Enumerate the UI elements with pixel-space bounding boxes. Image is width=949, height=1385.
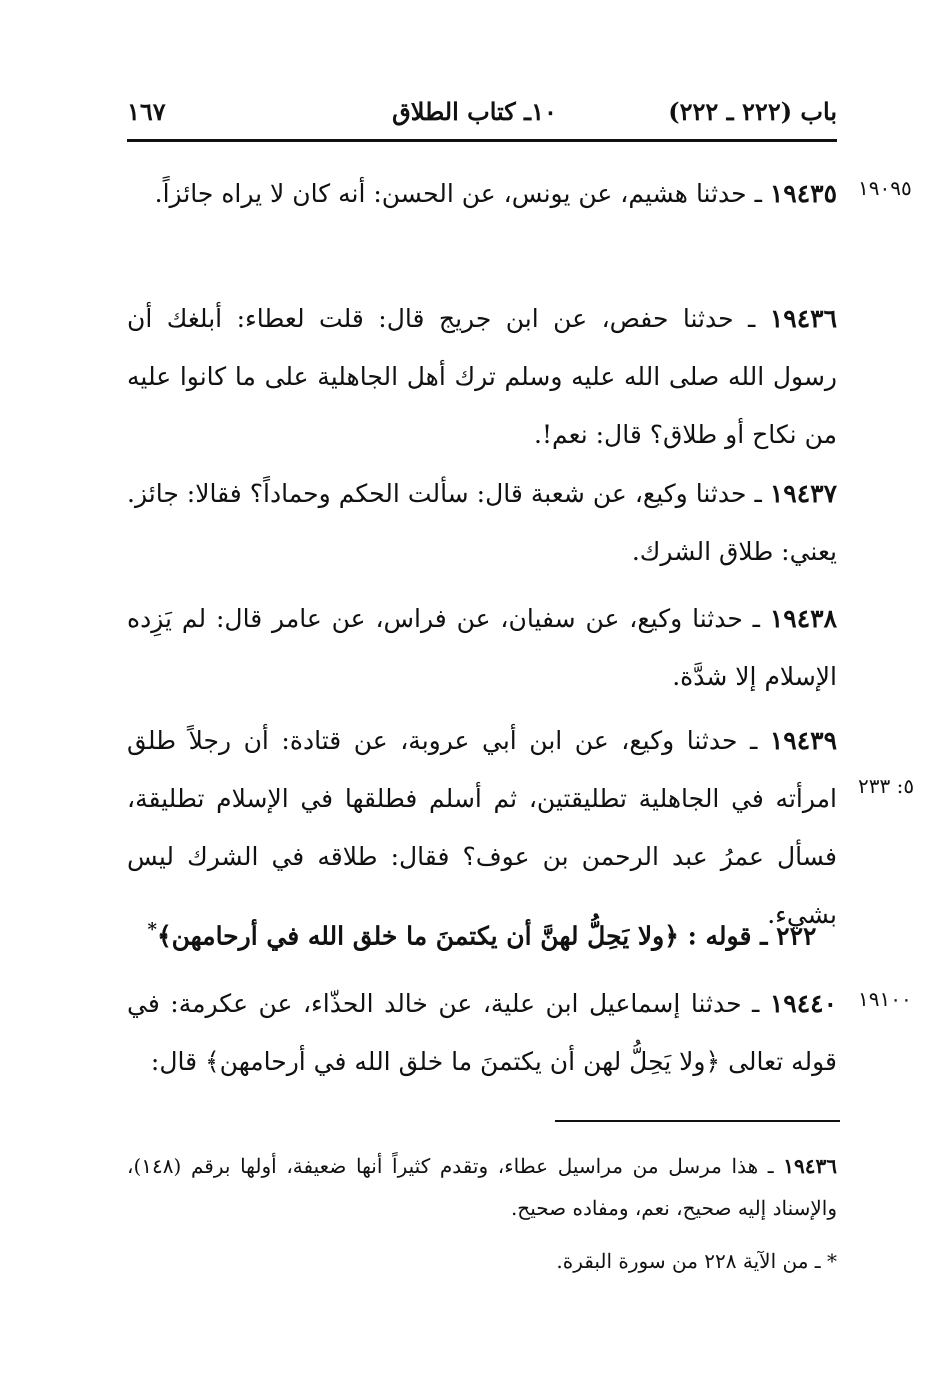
hadith-text: ـ حدثنا هشيم، عن يونس، عن الحسن: أنه كان لا يراه جائزاً. — [154, 179, 770, 208]
hadith-number: ١٩٤٤٠ — [769, 989, 837, 1018]
hadith-text: ـ حدثنا وكيع، عن شعبة قال: سألت الحكم وحماداً؟ فقالا: جائز. يعني: طلاق الشرك. — [127, 479, 837, 566]
hadith-number: ١٩٤٣٧ — [769, 479, 837, 508]
chapter-header: باب (٢٢٢ ـ ٢٢٢) — [668, 97, 837, 126]
hadith-text: ـ حدثنا وكيع، عن ابن أبي عروبة، عن قتادة: أن رجلاً طلق امرأته في الجاهلية تطليقتين، ثم أسلم فطلقها في الإسلام تطليقة، فسأل عمرُ عبد الرحمن بن عوف؟ فقال: طلاقه في الشرك ليس بشيء. — [127, 726, 837, 929]
book-title: ١٠ـ كتاب الطلاق — [392, 97, 557, 126]
footnote-rule — [555, 1120, 840, 1122]
page-number: ١٦٧ — [127, 97, 166, 126]
footnote-1 — [127, 1145, 837, 1229]
hadith-entry — [127, 290, 837, 464]
header-rule — [127, 139, 837, 142]
hadith-number: ١٩٤٣٦ — [769, 304, 837, 333]
hadith-entry — [127, 590, 837, 706]
section-heading-text: ٢٢٢ ـ قوله : ﴿ولا يَحِلُّ لهنَّ أن يكتمنَ ما خلق الله في أرحامهن﴾ — [156, 921, 817, 951]
footnote-number: ١٩٤٣٦ — [783, 1154, 837, 1178]
hadith-text: ـ حدثنا إسماعيل ابن علية، عن خالد الحذّاء، عن عكرمة: في قوله تعالى ﴿ولا يَحِلُّ لهن أن يكتمنَ ما خلق الله في أرحامهن﴾ قال: — [127, 989, 837, 1076]
hadith-entry — [127, 465, 837, 581]
footnote-marker: * — [147, 919, 157, 940]
hadith-number: ١٩٤٣٩ — [769, 726, 837, 755]
section-heading — [127, 900, 837, 966]
hadith-text: ـ حدثنا حفص، عن ابن جريج قال: قلت لعطاء: أبلغك أن رسول الله صلى الله عليه وسلم ترك أهل الجاهلية على ما كانوا عليه من نكاح أو طلاق؟ قال: نعم!. — [127, 304, 837, 449]
margin-ref-2: ٥: ٢٣٣ — [858, 774, 915, 798]
hadith-number: ١٩٤٣٨ — [769, 604, 837, 633]
margin-ref-3: ١٩١٠٠ — [858, 987, 912, 1011]
footnote-text: ـ هذا مرسل من مراسيل عطاء، وتقدم كثيراً أنها ضعيفة، أولها برقم (١٤٨)، والإسناد إليه صحيح، نعم، ومفاده صحيح. — [127, 1154, 837, 1220]
hadith-number: ١٩٤٣٥ — [769, 179, 837, 208]
hadith-entry — [127, 975, 837, 1091]
hadith-entry — [127, 165, 837, 223]
footnote-2: * ـ من الآية ٢٢٨ من سورة البقرة. — [556, 1249, 837, 1273]
hadith-text: ـ حدثنا وكيع، عن سفيان، عن فراس، عن عامر قال: لم يَزِده الإسلام إلا شدَّة. — [127, 604, 837, 691]
margin-ref-1: ١٩٠٩٥ — [858, 176, 912, 200]
